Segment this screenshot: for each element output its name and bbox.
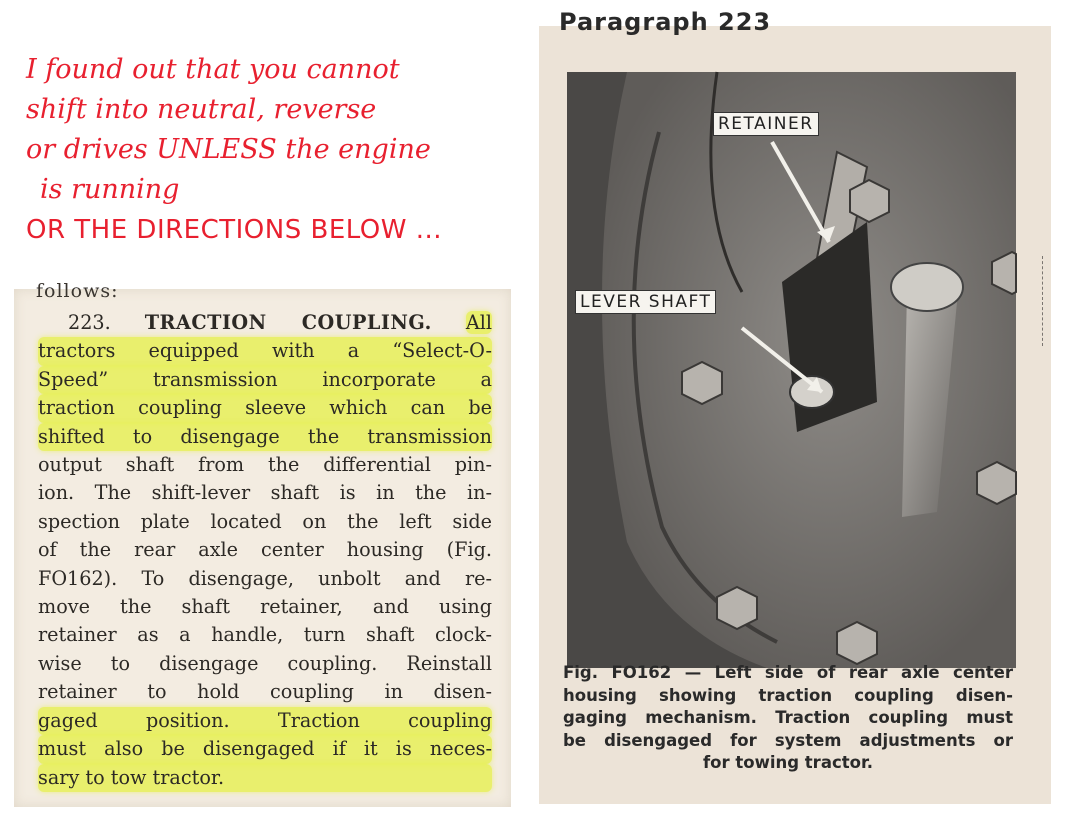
paragraph-line: move the shaft retainer, and using [38, 595, 492, 619]
paragraph-line: must also be disengaged if it is neces- [38, 735, 492, 763]
paragraph-line: spection plate located on the left side [38, 509, 492, 533]
paragraph-first-line [38, 309, 492, 337]
caption-line: be disengaged for system adjustments or [563, 730, 1013, 750]
paragraph-line: shifted to disengage the transmission [38, 423, 492, 451]
caption-line: Fig. FO162 — Left side of rear axle center [563, 663, 1013, 682]
paragraph-line: retainer to hold coupling in disen- [38, 680, 492, 704]
paragraph-line: FO162). To disengage, unbolt and re- [38, 566, 492, 590]
paragraph-heading: TRACTION COUPLING. [144, 311, 432, 334]
paragraph-line: output shaft from the differential pin- [38, 453, 492, 477]
paragraph-line: All [465, 311, 493, 334]
page-edge-marks [1042, 256, 1051, 346]
lever-shaft-label: LEVER SHAFT [575, 290, 716, 314]
axle-housing-photo [567, 72, 1016, 668]
handwritten-note [26, 50, 586, 250]
figure-caption [563, 662, 1013, 775]
paragraph-line: Speed” transmission incorporate a [38, 366, 492, 394]
retainer-label: RETAINER [713, 112, 819, 136]
caption-line: gaging mechanism. Traction coupling must [563, 708, 1013, 727]
paragraph-line: ion. The shift-lever shaft is in the in- [38, 481, 492, 505]
caption-line: for towing tractor. [702, 753, 874, 772]
note-line: or drives UNLESS the engine [26, 134, 431, 165]
note-line: OR THE DIRECTIONS BELOW ... [26, 215, 443, 245]
page-header-clipped: Paragraph 223 [559, 8, 772, 36]
axle-housing-illustration [567, 72, 1016, 668]
paragraph-line: wise to disengage coupling. Reinstall [38, 651, 492, 675]
note-line: shift into neutral, reverse [26, 94, 377, 125]
note-line: I found out that you cannot [26, 54, 400, 85]
note-line: is running [40, 174, 180, 205]
paragraph-line: gaged position. Traction coupling [38, 707, 492, 735]
clipped-text-top: follows: [36, 280, 119, 302]
paragraph-line: traction coupling sleeve which can be [38, 394, 492, 422]
paragraph-number: 223. [68, 311, 111, 334]
paragraph-line: sary to tow tractor. [38, 764, 492, 792]
manual-page-figure [539, 8, 1051, 804]
paragraph-223 [38, 309, 492, 792]
paragraph-line: of the rear axle center housing (Fig. [38, 538, 492, 562]
caption-line: housing showing traction coupling disen- [563, 685, 1013, 705]
manual-clipping [14, 280, 511, 807]
paragraph-line: tractors equipped with a “Select-O- [38, 337, 492, 365]
paragraph-line: retainer as a handle, turn shaft clock- [38, 623, 492, 647]
